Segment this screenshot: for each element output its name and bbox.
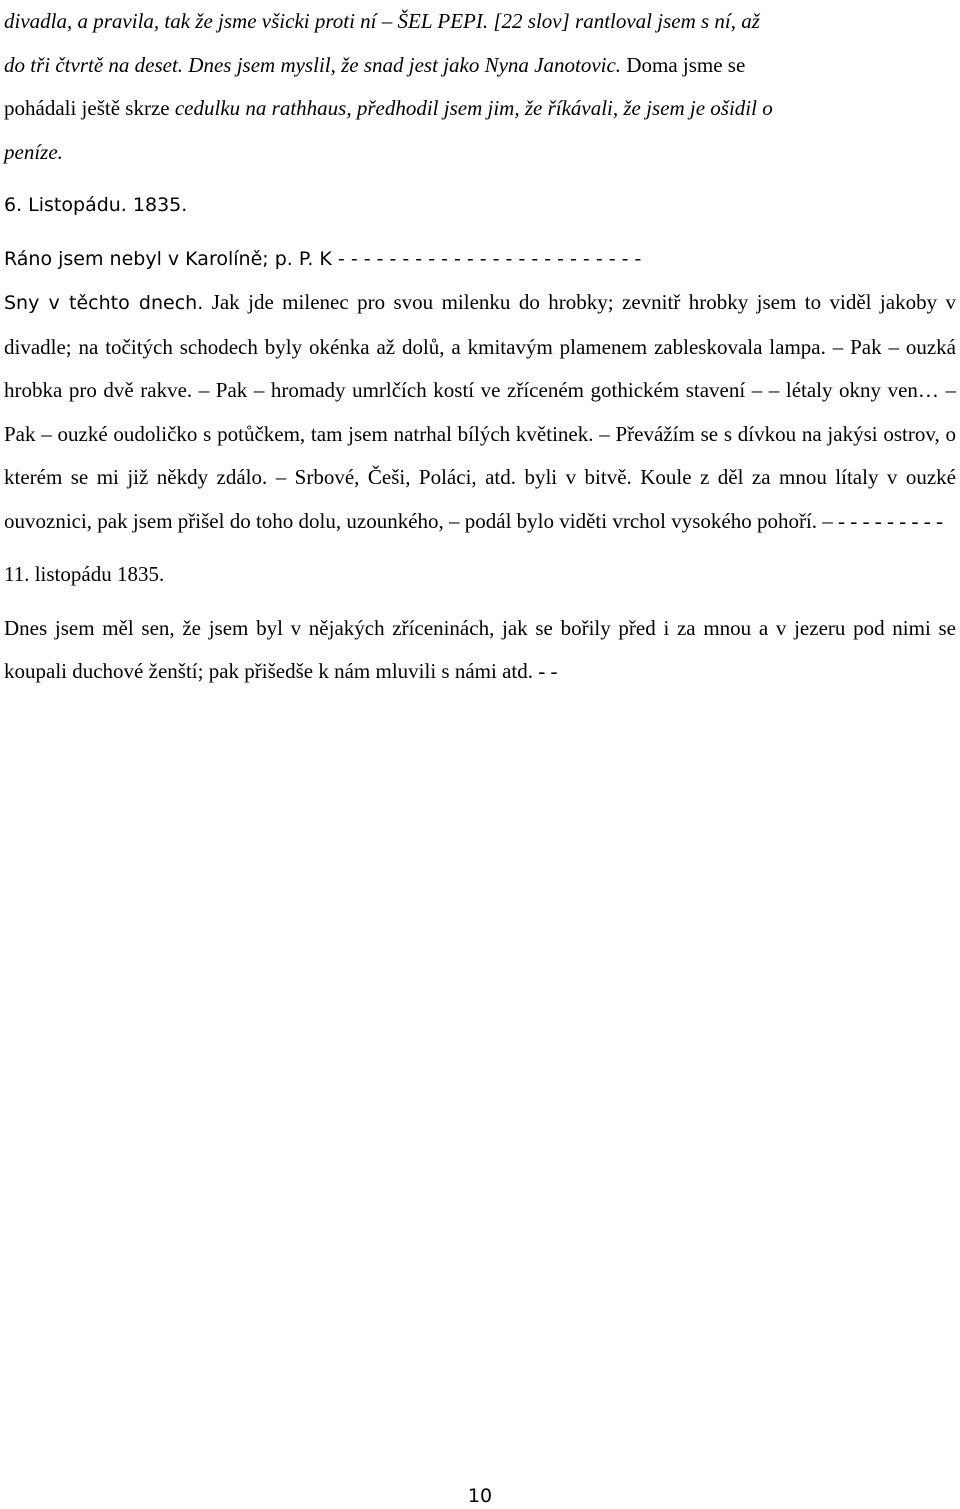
roman-line-2: Doma jsme se (621, 52, 746, 77)
italic-line-4: peníze. (4, 139, 63, 164)
paragraph-ruins-dream: Dnes jsem měl sen, že jsem byl v nějakých zříceninách, jak se bořily před i za mnou a v jezeru pod nimi se koupali duchové ženští; pak přišedše k nám mluvili s námi atd. - - (4, 615, 956, 683)
morning-line: Ráno jsem nebyl v Karolíně; p. P. K - - - - - - - - - - - - - - - - - - - - - - - - (4, 247, 642, 270)
document-page (4, 0, 956, 694)
italic-line-2: do tři čtvrtě na deset. Dnes jsem myslil, že snad jest jako Nyna Janotovic. (4, 52, 622, 77)
italic-line-3: cedulku na rathhaus, předhodil jsem jim, že říkávali, že jsem je ošidil o (174, 96, 773, 120)
roman-line-3: pohádali ještě skrze (4, 96, 175, 120)
date-heading-2: 11. listopádu 1835. (4, 562, 165, 586)
paragraph-dreams (4, 281, 956, 543)
paragraph-dreams-lead: Sny v těchto dnech. (4, 292, 204, 314)
page-number: 10 (467, 1485, 493, 1507)
date-heading-1: 6. Listopádu. 1835. (4, 194, 188, 216)
italic-line-1: divadla, a pravila, tak že jsme všicki proti ní – ŠEL PEPI. [22 slov] rantloval jsem s ní, až (4, 9, 760, 33)
paragraph-continuation (4, 0, 956, 174)
paragraph-dreams-text: Jak jde milenec pro svou milenku do hrobky; zevnitř hrobky jsem to viděl jakoby v divadle; na točitých schodech byly okénka až dolů, a kmitavým plamenem zableskovala lampa. – Pak – ouzká hrobka pro dvě rakve. – Pak – hromady umrlčích kostí ve zříceném gothickém stavení – – létaly okny ven… – Pak – ouzké oudoličko s potůčkem, tam jsem natrhal bílých květinek. – Převážím se s dívkou na jakýsi ostrov, o kterém se mi již někdy zdálo. – Srbové, Češi, Poláci, atd. byli v bitvě. Koule z děl za mnou lítaly v ouzké ouvoznici, pak jsem přišel do toho dolu, uzounkého, – podál bylo viděti vrchol vysokého pohoří. – - - - - - - - - - (4, 290, 957, 533)
